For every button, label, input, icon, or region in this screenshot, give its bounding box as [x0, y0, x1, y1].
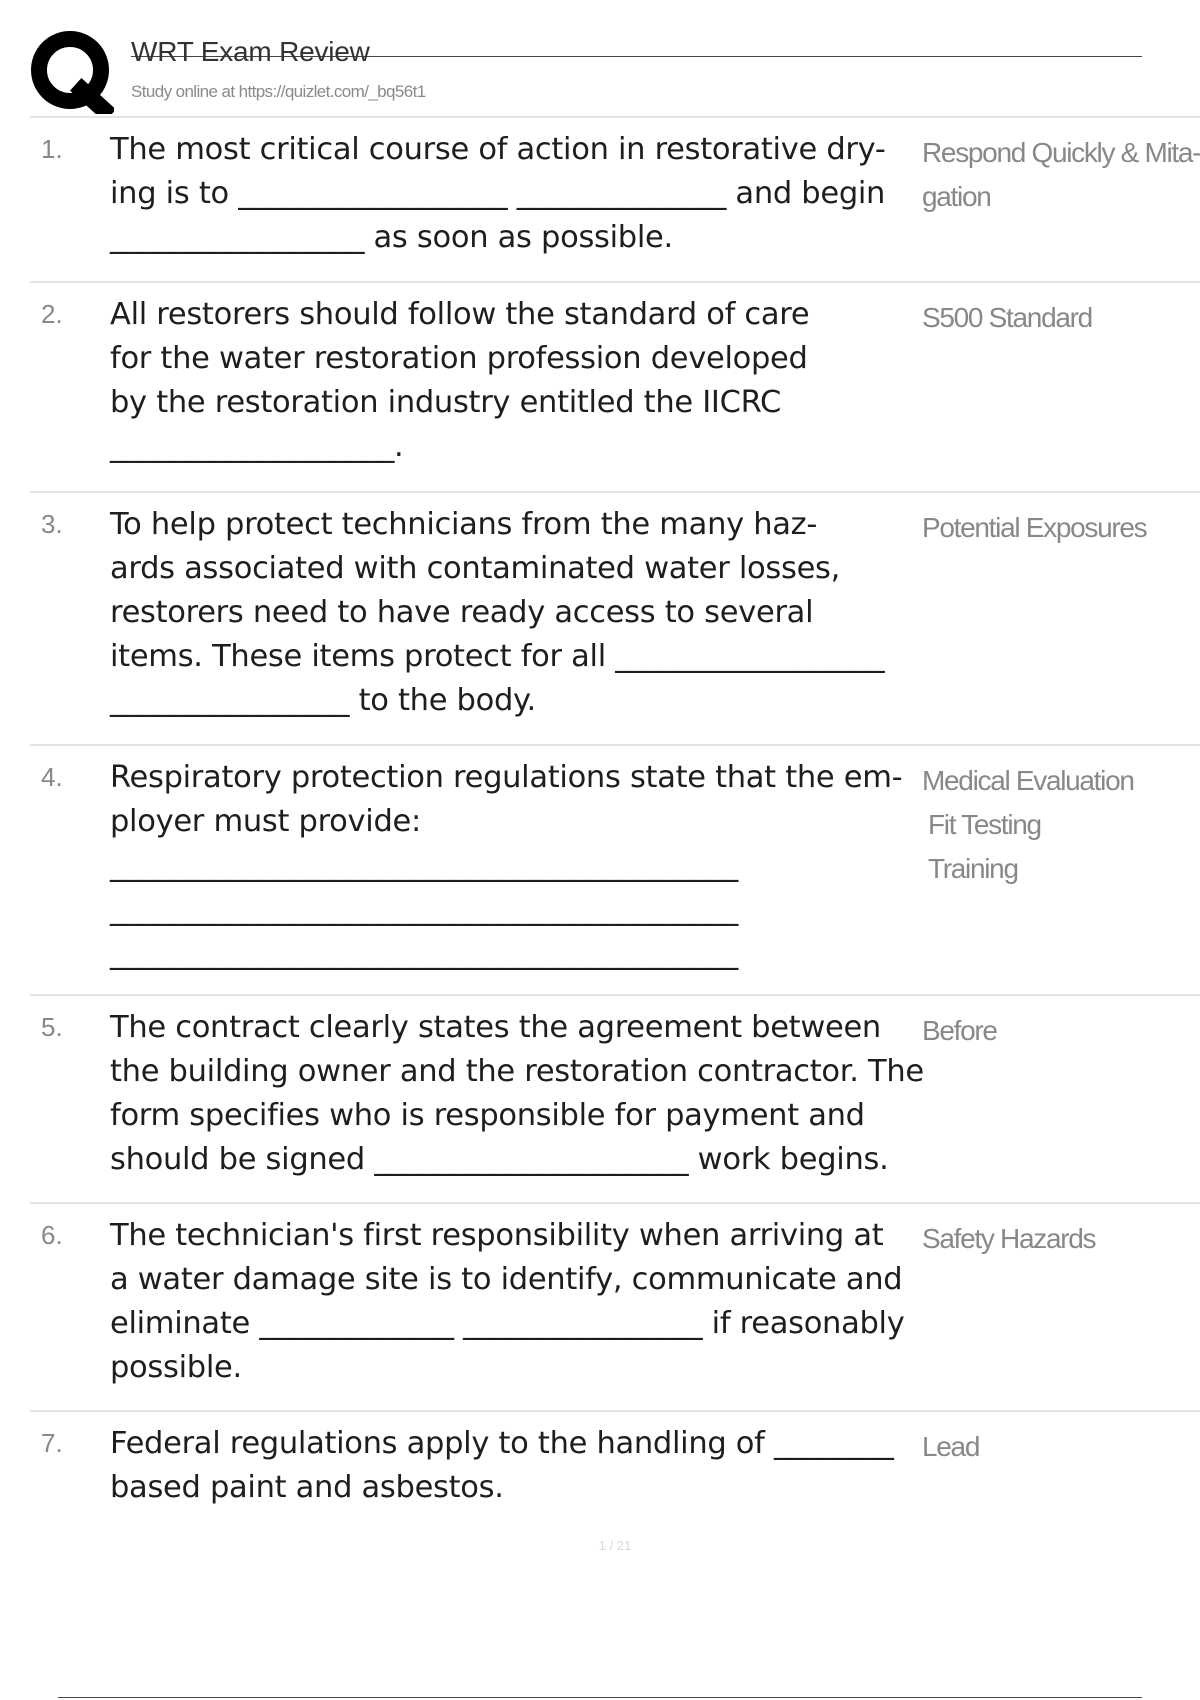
flashcard	[30, 118, 1200, 283]
flashcard	[30, 996, 1200, 1204]
page-header	[0, 0, 1200, 118]
card-term: To help protect technicians from the many haz- ards associated with contaminated water losses, restorers need to have ready access to several items. These items protect for all __________________ ________________ to the body.	[110, 507, 885, 718]
flashcard	[30, 283, 1200, 493]
definition-line: Before	[922, 1015, 997, 1046]
document-title: WRT Exam Review	[131, 36, 370, 67]
quizlet-logo-icon	[30, 30, 114, 114]
card-definition	[922, 1425, 1197, 1469]
flashcard	[30, 1204, 1200, 1412]
definition-line: S500 Standard	[922, 302, 1092, 333]
card-number: 1.	[41, 134, 63, 164]
definition-line: Respond Quickly & Mita-	[922, 137, 1200, 168]
card-term: Federal regulations apply to the handling of ________ based paint and asbestos.	[110, 1426, 894, 1505]
card-definition	[922, 296, 1197, 340]
flashcard	[30, 493, 1200, 746]
study-online-link[interactable]: Study online at https://quizlet.com/_bq56t1	[131, 82, 426, 101]
card-definition	[922, 759, 1197, 891]
card-number: 7.	[41, 1428, 63, 1458]
page-number: 1 / 21	[598, 1538, 632, 1553]
card-number: 4.	[41, 762, 63, 792]
card-term: The most critical course of action in restorative dry- ing is to __________________ ______________ and begin _________________ as soon as possible.	[110, 132, 886, 255]
card-number: 2.	[41, 299, 63, 329]
definition-line: Training	[928, 853, 1018, 884]
card-number: 3.	[41, 509, 63, 539]
card-definition	[922, 506, 1197, 550]
definition-line: Fit Testing	[928, 809, 1041, 840]
definition-line: Safety Hazards	[922, 1223, 1096, 1254]
card-term: The technician's first responsibility when arriving at a water damage site is to identify, communicate and eliminate _____________ ________________ if reasonably possible.	[110, 1218, 905, 1385]
card-number: 6.	[41, 1220, 63, 1250]
card-term: The contract clearly states the agreement between the building owner and the restoration contractor. The form specifies who is responsible for payment and should be signed _____________________ work begins.	[110, 1010, 924, 1177]
definition-line: gation	[922, 181, 991, 212]
card-term: Respiratory protection regulations state that the em- ployer must provide: __________________________________________ __________________________________________ __________________________________________	[110, 760, 903, 971]
footer-divider	[58, 1697, 1142, 1698]
card-definition	[922, 1009, 1197, 1053]
definition-line: Lead	[922, 1431, 980, 1462]
card-number: 5.	[41, 1012, 63, 1042]
flashcard	[30, 746, 1200, 996]
flashcard	[30, 1412, 1200, 1552]
definition-line: Medical Evaluation	[922, 765, 1134, 796]
card-definition	[922, 131, 1200, 219]
flashcard-list	[30, 118, 1200, 1552]
card-term: All restorers should follow the standard of care for the water restoration profession developed by the restoration industry entitled the IICRC ___________________.	[110, 297, 810, 464]
definition-line: Potential Exposures	[922, 512, 1147, 543]
card-definition	[922, 1217, 1197, 1261]
